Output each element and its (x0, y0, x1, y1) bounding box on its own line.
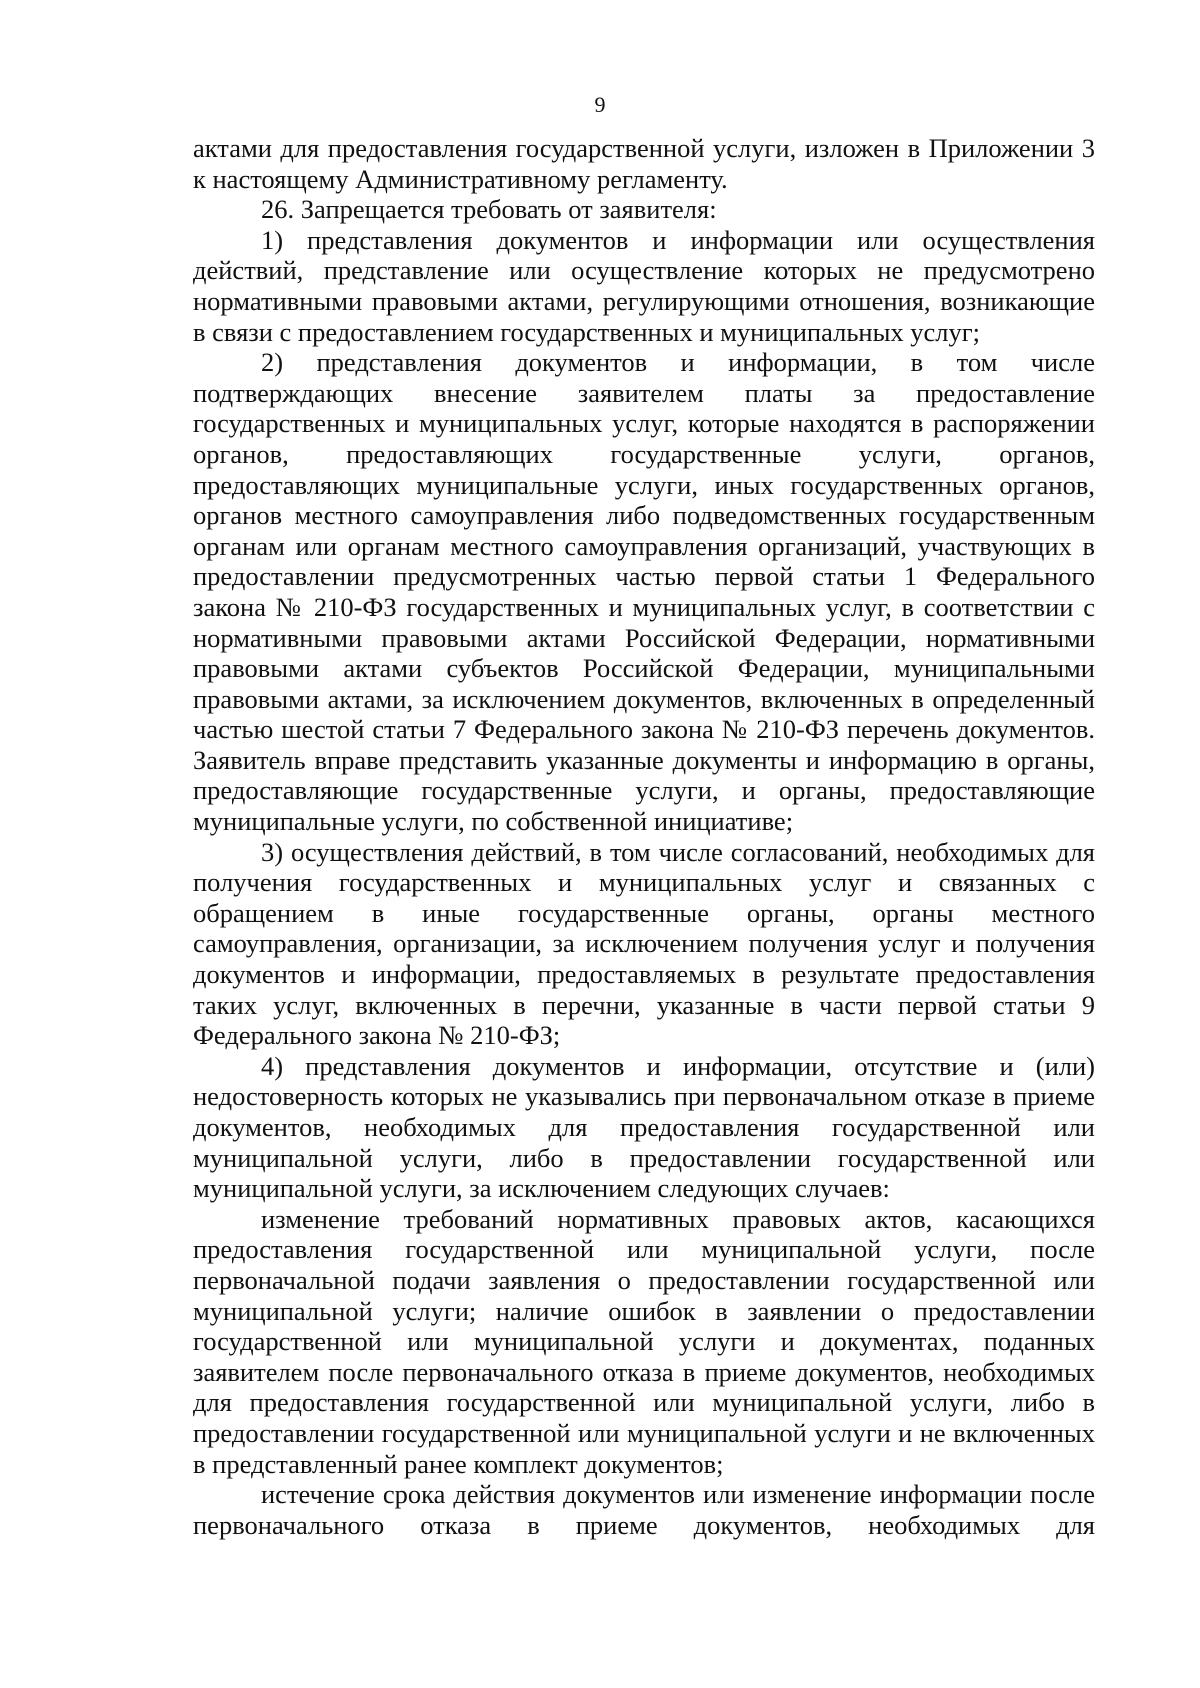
paragraph-exception-2: истечение срока действия документов или изменение информации после первоначального отказа в приеме документов, необходимых для (193, 1479, 1095, 1540)
paragraph-exception-1: изменение требований нормативных правовых актов, касающихся предоставления государственной или муниципальной услуги, после первоначальной подачи заявления о предоставлении государственной или муниципальной услуги; наличие ошибок в заявлении о предоставлении государственной или муниципальной услуги и документах, поданных заявителем после первоначального отказа в приеме документов, необходимых для предоставления государственной или муниципальной услуги, либо в предоставлении государственной или муниципальной услуги и не включенных в представленный ранее комплект документов; (193, 1203, 1095, 1479)
document-body (193, 133, 1095, 1540)
paragraph-subitem-4: 4) представления документов и информации, отсутствие и (или) недостоверность которых не указывались при первоначальном отказе в приеме документов, необходимых для предоставления государственной или муниципальной услуги, либо в предоставлении государственной или муниципальной услуги, за исключением следующих случаев: (193, 1050, 1095, 1204)
paragraph-subitem-1: 1) представления документов и информации или осуществления действий, представление или осуществление которых не предусмотрено нормативными правовыми актами, регулирующими отношения, возникающие в связи с предоставлением государственных и муниципальных услуг; (193, 224, 1095, 347)
paragraph-continuation: актами для предоставления государственной услуги, изложен в Приложении 3 к настоящему Административному регламенту. (193, 133, 1095, 194)
paragraph-subitem-3: 3) осуществления действий, в том числе согласований, необходимых для получения государственных и муниципальных услуг и связанных с обращением в иные государственные органы, органы местного самоуправления, организации, за исключением получения услуг и получения документов и информации, предоставляемых в результате предоставления таких услуг, включенных в перечни, указанные в части первой статьи 9 Федерального закона № 210-ФЗ; (193, 836, 1095, 1051)
page-number: 9 (594, 92, 606, 117)
paragraph-subitem-2: 2) представления документов и информации, в том числе подтверждающих внесение заявителем платы за предоставление государственных и муниципальных услуг, которые находятся в распоряжении органов, предоставляющих государственные услуги, органов, предоставляющих муниципальные услуги, иных государственных органов, органов местного самоуправления либо подведомственных государственным органам или органам местного самоуправления организаций, участвующих в предоставлении предусмотренных частью первой статьи 1 Федерального закона № 210-ФЗ государственных и муниципальных услуг, в соответствии с нормативными правовыми актами Российской Федерации, нормативными правовыми актами субъектов Российской Федерации, муниципальными правовыми актами, за исключением документов, включенных в определенный частью шестой статьи 7 Федерального закона № 210-ФЗ перечень документов. Заявитель вправе представить указанные документы и информацию в органы, предоставляющие государственные услуги, и органы, предоставляющие муниципальные услуги, по собственной инициативе; (193, 347, 1095, 837)
paragraph-item-26: 26. Запрещается требовать от заявителя: (261, 194, 717, 225)
